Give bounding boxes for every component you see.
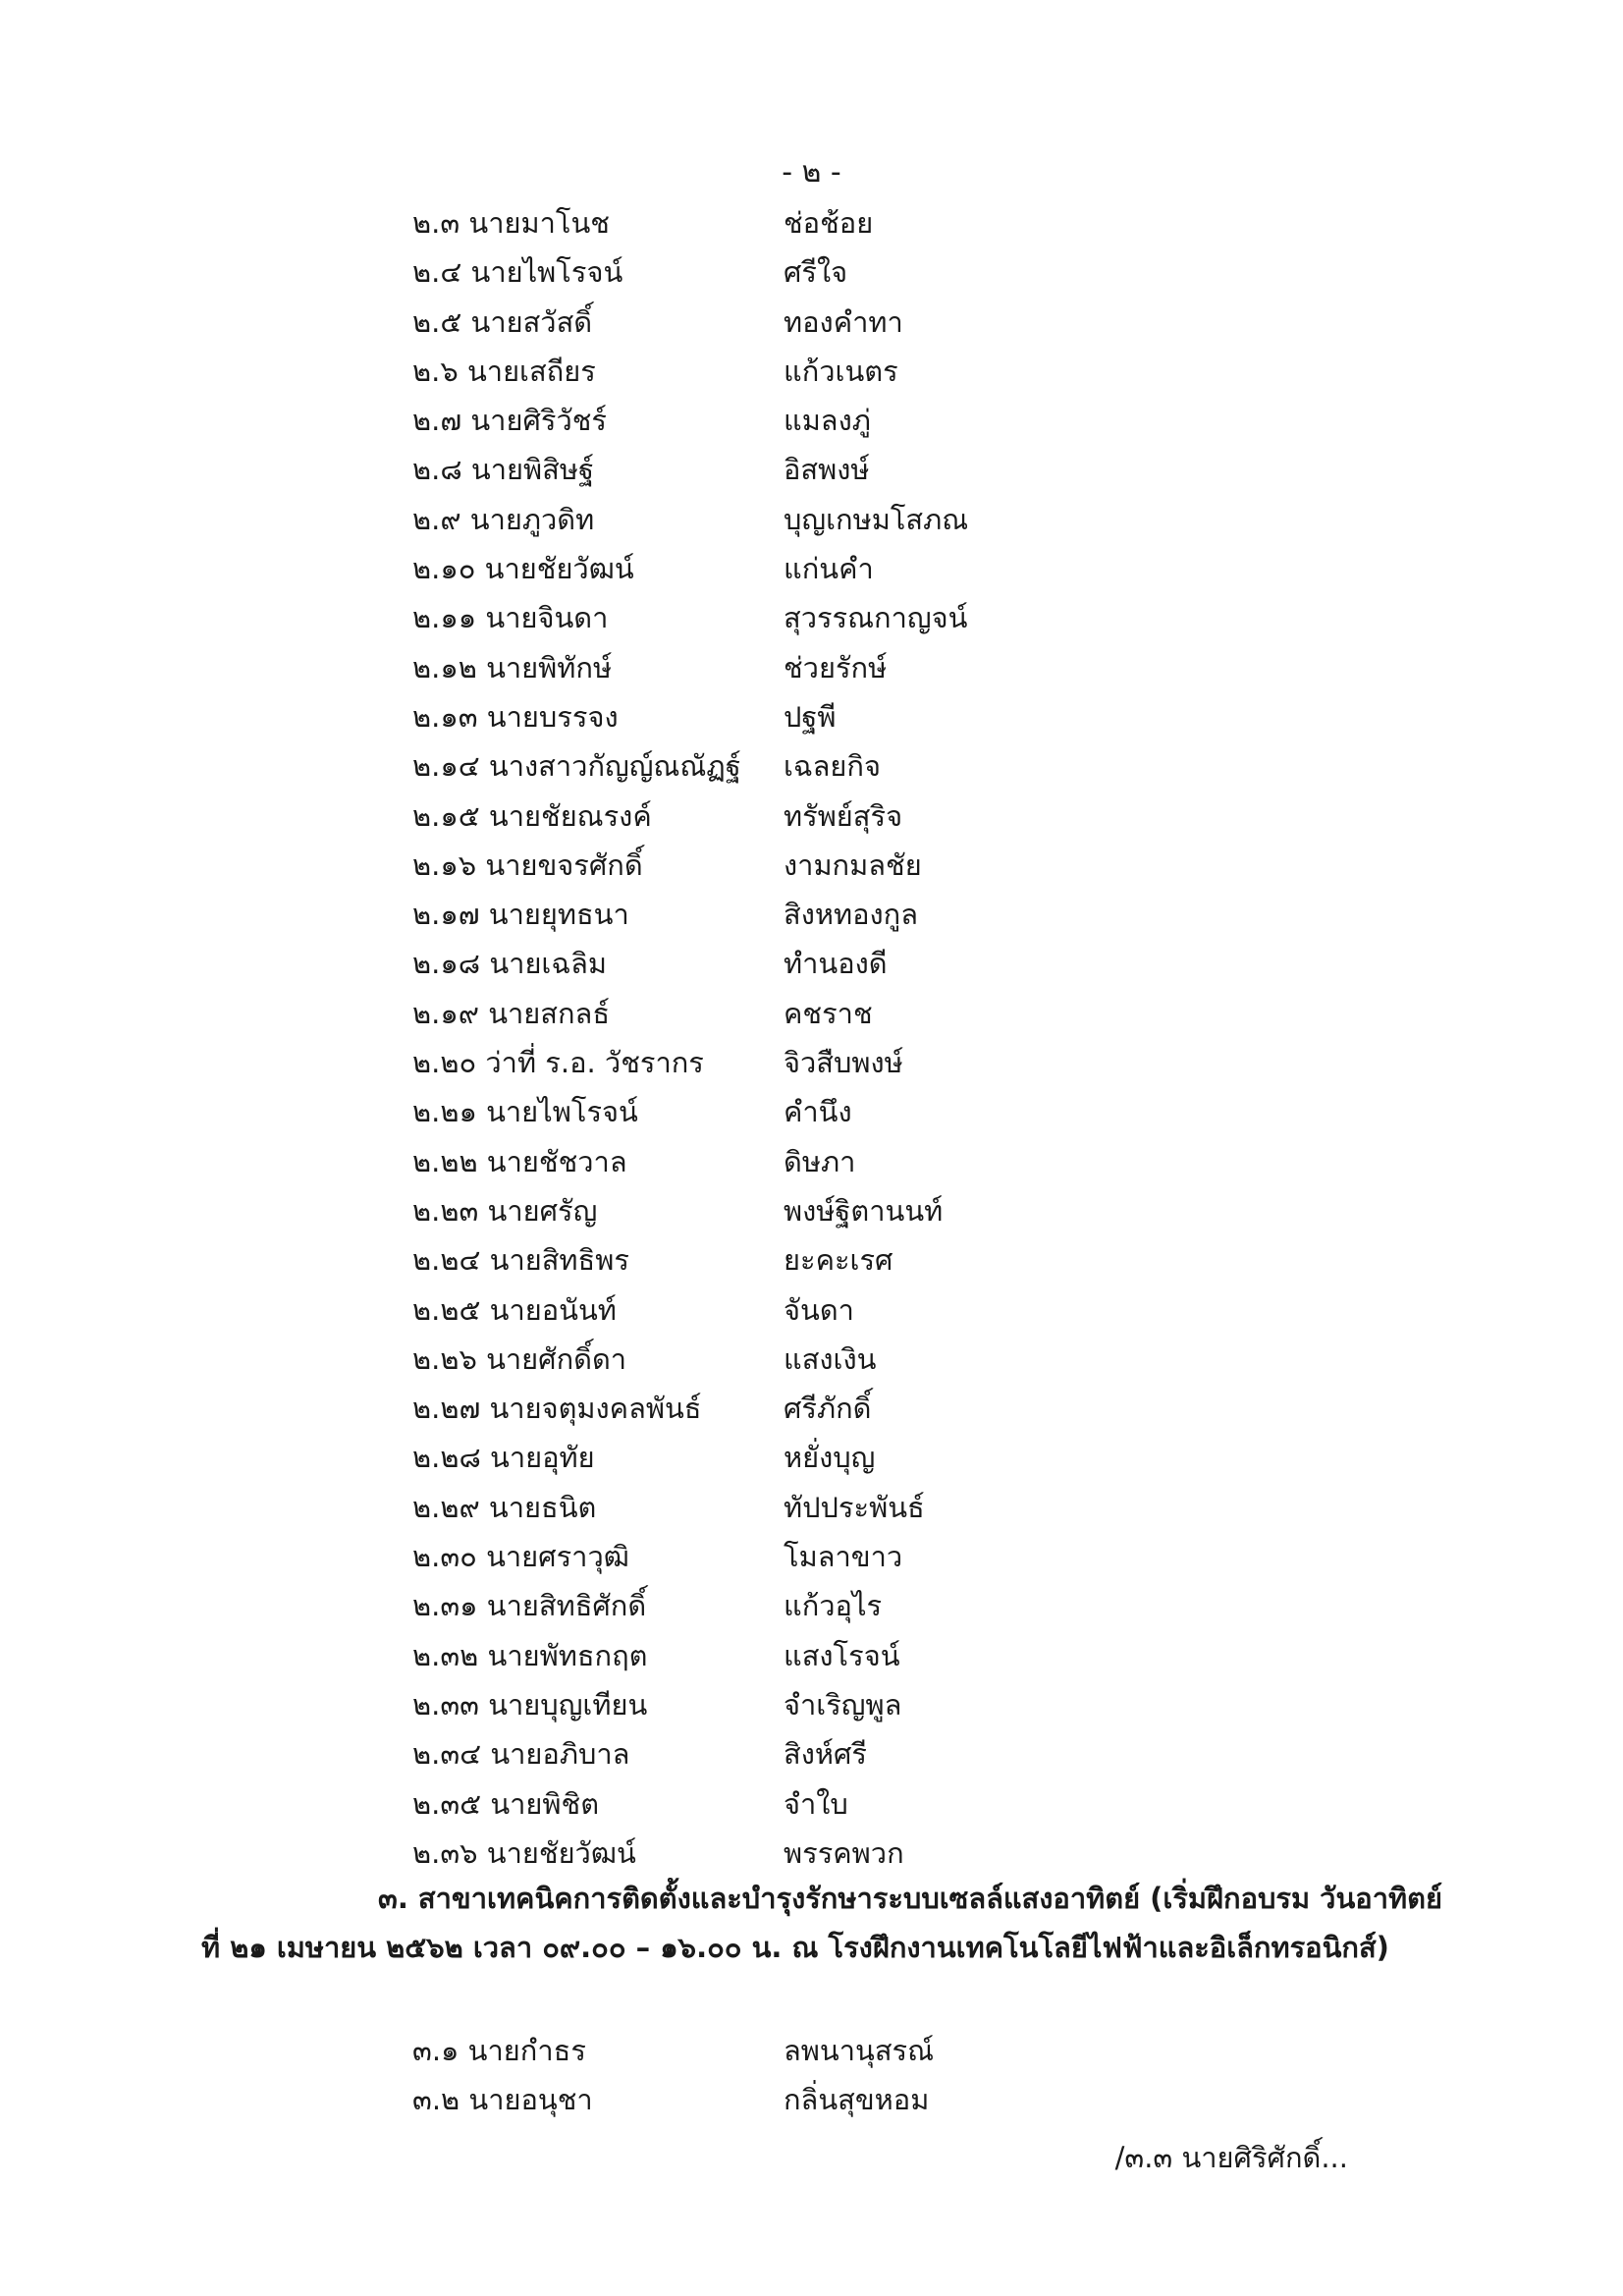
name-first: ๒.๒๒ นายชัชวาล — [412, 1144, 627, 1178]
name-first: ๒.๑๙ นายสกลธ์ — [412, 996, 611, 1030]
name-row — [412, 890, 1296, 939]
name-row — [412, 1038, 1296, 1087]
name-row — [412, 298, 1296, 347]
page-number: - ๒ - — [782, 155, 841, 190]
name-first: ๒.๒๐ ว่าที่ ร.อ. วัชรากร — [412, 1046, 704, 1080]
name-row — [412, 1729, 1296, 1778]
name-row — [412, 1433, 1296, 1482]
section-name-list — [412, 2026, 1296, 2125]
name-last: เฉลยกิจ — [784, 749, 881, 784]
name-last: พรรคพวก — [784, 1835, 904, 1870]
name-first: ๒.๓๓ นายบุญเทียน — [412, 1687, 648, 1722]
name-row — [412, 544, 1296, 593]
name-last: สิงหทองกูล — [784, 898, 918, 932]
name-row — [412, 247, 1296, 297]
name-first: ๒.๑๐ นายชัยวัฒน์ — [412, 552, 634, 586]
name-last: ศรีภักดิ์ — [784, 1392, 872, 1426]
name-first: ๒.๓๖ นายชัยวัฒน์ — [412, 1835, 636, 1870]
name-first: ๓.๑ นายกำธร — [412, 2034, 586, 2067]
name-row — [412, 1532, 1296, 1581]
name-last: แก้วอุไร — [784, 1589, 883, 1623]
name-first: ๒.๗ นายศิริวัชร์ — [412, 404, 607, 438]
name-last: จิวสืบพงษ์ — [784, 1046, 903, 1080]
name-first: ๒.๘ นายพิสิษฐ์ — [412, 453, 594, 487]
name-first: ๒.๑๒ นายพิทักษ์ — [412, 650, 613, 684]
name-row — [412, 1186, 1296, 1235]
name-first: ๒.๑๔ นางสาวกัญญ์ณณัฏฐ์ — [412, 749, 741, 784]
name-first: ๒.๕ นายสวัสดิ์ — [412, 304, 593, 339]
name-row — [412, 445, 1296, 494]
name-first: ๒.๑๑ นายจินดา — [412, 601, 609, 635]
name-row — [412, 347, 1296, 396]
name-last: สิงห์ศรี — [784, 1737, 867, 1772]
name-last: ยะคะเรศ — [784, 1243, 893, 1278]
name-row — [412, 939, 1296, 988]
name-last: ทัปประพันธ์ — [784, 1490, 925, 1524]
name-first: ๒.๒๙ นายธนิต — [412, 1490, 597, 1524]
name-first: ๒.๒๓ นายศรัญ — [412, 1193, 598, 1228]
name-last: จำใบ — [784, 1786, 848, 1821]
name-row — [412, 198, 1296, 247]
name-row — [412, 643, 1296, 692]
name-list — [412, 198, 1296, 1878]
name-last: จันดา — [784, 1292, 854, 1327]
continuation-note: /๓.๓ นายศิริศักดิ์... — [1114, 2141, 1348, 2174]
name-row — [412, 841, 1296, 890]
name-first: ๒.๓ นายมาโนช — [412, 206, 610, 240]
name-row — [412, 593, 1296, 642]
name-first: ๒.๒๖ นายศักดิ์ดา — [412, 1341, 627, 1376]
name-first: ๒.๓๔ นายอภิบาล — [412, 1737, 630, 1772]
name-last: ทรัพย์สุริจ — [784, 798, 903, 833]
name-first: ๒.๒๔ นายสิทธิพร — [412, 1243, 629, 1278]
name-first: ๒.๓๑ นายสิทธิศักดิ์ — [412, 1589, 647, 1623]
name-last: ทองคำทา — [784, 304, 903, 339]
name-first: ๒.๒๘ นายอุทัย — [412, 1441, 595, 1475]
name-row — [412, 1483, 1296, 1532]
name-first: ๒.๑๘ นายเฉลิม — [412, 947, 607, 981]
name-last: โมลาขาว — [784, 1540, 903, 1574]
name-last: สุวรรณกาญจน์ — [784, 601, 968, 635]
name-row — [412, 1829, 1296, 1878]
name-last: คชราช — [784, 996, 873, 1030]
name-first: ๒.๔ นายไพโรจน์ — [412, 255, 623, 290]
name-row — [412, 1680, 1296, 1729]
name-row — [412, 792, 1296, 841]
name-last: แสงโรจน์ — [784, 1638, 900, 1672]
name-row — [412, 741, 1296, 791]
name-last: ทำนองดี — [784, 947, 888, 981]
name-row — [412, 1285, 1296, 1335]
name-last: พงษ์ฐิตานนท์ — [784, 1193, 944, 1228]
name-last: ดิษภา — [784, 1144, 856, 1178]
name-row — [412, 1137, 1296, 1186]
name-first: ๒.๓๐ นายศราวุฒิ — [412, 1540, 629, 1574]
name-row — [412, 1581, 1296, 1630]
name-last: แสงเงิน — [784, 1341, 877, 1376]
name-last: งามกมลชัย — [784, 847, 922, 882]
name-row — [412, 396, 1296, 445]
name-first: ๒.๒๗ นายจตุมงคลพันธ์ — [412, 1392, 702, 1426]
name-row — [412, 2026, 1296, 2075]
name-first: ๒.๒๕ นายอนันท์ — [412, 1292, 617, 1327]
name-first: ๒.๓๒ นายพัทธกฤต — [412, 1638, 648, 1672]
name-last: ศรีใจ — [784, 255, 848, 290]
name-first: ๒.๑๓ นายบรรจง — [412, 699, 619, 734]
name-row — [412, 1087, 1296, 1136]
name-row — [412, 495, 1296, 544]
name-last: ปฐพี — [784, 699, 837, 734]
name-last: อิสพงษ์ — [784, 453, 870, 487]
name-last: บุญเกษมโสภณ — [784, 502, 969, 536]
name-row — [412, 989, 1296, 1038]
name-row — [412, 2075, 1296, 2124]
name-first: ๒.๑๖ นายขจรศักดิ์ — [412, 847, 643, 882]
name-last: หยั่งบุญ — [784, 1441, 876, 1475]
name-row — [412, 1335, 1296, 1384]
section-heading-text: ๓. สาขาเทคนิคการติดตั้งและบำรุงรักษาระบบเซลล์แสงอาทิตย์ (เริ่มฝึกอบรม วันอาทิตย์ที่ ๒๑ เมษายน ๒๕๖๒ เวลา ๐๙.๐๐ – ๑๖.๐๐ น. ณ โรงฝึกงานเทคโนโลยีไฟฟ้าและอิเล็กทรอนิกส์) — [201, 1882, 1442, 1964]
name-last: ช่อช้อย — [784, 206, 874, 240]
name-last: แก้วเนตร — [784, 354, 898, 388]
name-row — [412, 1235, 1296, 1285]
name-last: จำเริญพูล — [784, 1687, 902, 1722]
name-row — [412, 1384, 1296, 1433]
name-last: ลพนานุสรณ์ — [784, 2034, 935, 2067]
name-first: ๒.๑๕ นายชัยณรงค์ — [412, 798, 652, 833]
name-last: แก่นคำ — [784, 552, 874, 586]
name-row — [412, 1779, 1296, 1829]
name-first: ๓.๒ นายอนุชา — [412, 2083, 593, 2117]
name-row — [412, 692, 1296, 741]
name-first: ๒.๙ นายภูวดิท — [412, 502, 595, 536]
name-first: ๒.๖ นายเสถียร — [412, 354, 596, 388]
name-last: กลิ่นสุขหอม — [784, 2083, 930, 2117]
name-first: ๒.๑๗ นายยุทธนา — [412, 898, 629, 932]
name-first: ๒.๓๕ นายพิชิต — [412, 1786, 600, 1821]
section-heading — [201, 1874, 1448, 1972]
name-last: คำนึง — [784, 1095, 852, 1129]
name-last: แมลงภู่ — [784, 404, 871, 438]
name-last: ช่วยรักษ์ — [784, 650, 888, 684]
name-first: ๒.๒๑ นายไพโรจน์ — [412, 1095, 638, 1129]
name-row — [412, 1631, 1296, 1680]
